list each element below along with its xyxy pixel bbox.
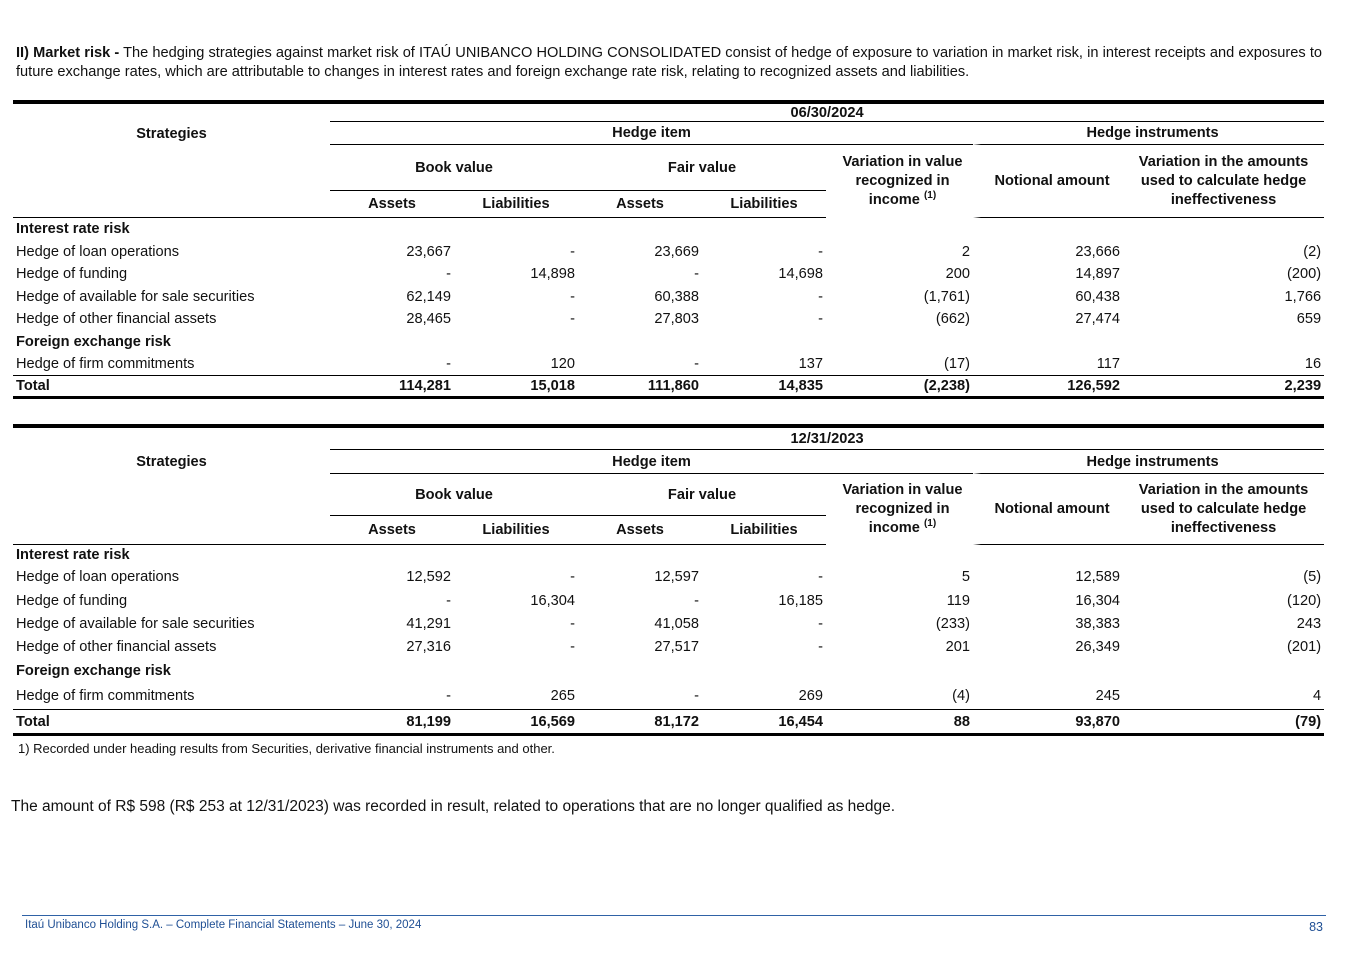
cell-book-liabilities: - [570, 569, 575, 585]
total-label: Total [13, 375, 330, 399]
total-fair-liabilities: 16,454 [702, 709, 826, 736]
total-notional: 126,592 [973, 375, 1123, 399]
row-label: Hedge of firm commitments [16, 688, 195, 704]
cell-ineffectiveness: (201) [1287, 639, 1322, 655]
cell-notional: 117 [1096, 356, 1120, 372]
row-label: Hedge of loan operations [16, 243, 180, 260]
intro-heading: II) Market risk - [16, 45, 120, 61]
cell-variation: (17) [944, 356, 970, 372]
table-row [13, 353, 1324, 375]
cell-fair-assets: 23,669 [654, 243, 699, 260]
total-variation: 88 [826, 709, 973, 736]
cell-book-liabilities: - [570, 288, 575, 305]
cell-fair-liabilities: - [818, 569, 823, 585]
cell-book-liabilities: 16,304 [530, 592, 575, 609]
cell-ineffectiveness: 4 [1312, 688, 1322, 704]
cell-book-assets: - [446, 356, 451, 372]
row-label: Hedge of loan operations [16, 569, 180, 585]
cell-notional: 245 [1095, 688, 1120, 704]
cell-notional: 23,666 [1075, 243, 1120, 260]
cell-fair-assets: - [694, 266, 699, 282]
total-row [13, 375, 1324, 399]
variation-value-header [826, 474, 973, 545]
section-title: Foreign exchange risk [16, 663, 171, 679]
book-assets-header: Assets [330, 191, 454, 218]
cell-book-liabilities: 14,898 [530, 266, 575, 282]
book-liabilities-header: Liabilities [454, 516, 578, 545]
cell-fair-liabilities: - [818, 615, 823, 632]
table-row [13, 589, 1324, 612]
total-ineffectiveness: 2,239 [1123, 375, 1324, 399]
total-book-assets: 114,281 [330, 375, 454, 399]
variation-value-header [826, 145, 973, 218]
cell-fair-assets: - [694, 592, 699, 609]
intro-text: The hedging strategies against market risk of ITAÚ UNIBANCO HOLDING CONSOLIDATED consist of hedge of exposure to variation in market risk, in interest receipts and exposures to future exchange rates, which are attributable to changes in interest rates and foreign exchange rate risk, relating to recognized assets and liabilities. [16, 45, 1322, 80]
cell-fair-assets: 27,803 [654, 311, 699, 327]
cell-book-liabilities: - [570, 615, 575, 632]
cell-ineffectiveness: (2) [1303, 243, 1322, 260]
cell-notional: 12,589 [1075, 569, 1120, 585]
cell-notional: 60,438 [1075, 288, 1120, 305]
table-date-header: 12/31/2023 [330, 424, 1324, 450]
row-label: Hedge of firm commitments [16, 356, 195, 372]
cell-ineffectiveness: 16 [1304, 356, 1322, 372]
fair-value-header: Fair value [578, 145, 826, 191]
section-title: Foreign exchange risk [16, 333, 171, 350]
hedge-item-header: Hedge item [330, 122, 973, 145]
fair-liabilities-header: Liabilities [702, 191, 826, 218]
intro-paragraph [16, 44, 1322, 82]
cell-fair-liabilities: - [818, 639, 823, 655]
cell-book-liabilities: - [570, 243, 575, 260]
cell-book-assets: - [446, 688, 451, 704]
cell-variation: (662) [935, 311, 970, 327]
cell-notional: 16,304 [1075, 592, 1120, 609]
total-book-assets: 81,199 [330, 709, 454, 736]
row-label: Hedge of other financial assets [16, 311, 217, 327]
footer-document-title: Itaú Unibanco Holding S.A. – Complete Financial Statements – June 30, 2024 [25, 919, 422, 931]
cell-ineffectiveness: 1,766 [1284, 288, 1322, 305]
hedge-item-header: Hedge item [330, 450, 973, 474]
cell-fair-liabilities: 269 [798, 688, 823, 704]
book-liabilities-header: Liabilities [454, 191, 578, 218]
section-title: Interest rate risk [16, 221, 130, 237]
cell-variation: 2 [961, 243, 970, 260]
row-label: Hedge of available for sale securities [16, 288, 255, 305]
cell-book-liabilities: 120 [550, 356, 575, 372]
cell-variation: 119 [946, 592, 970, 609]
cell-fair-assets: - [694, 688, 699, 704]
table-row [13, 565, 1324, 589]
cell-fair-assets: 27,517 [654, 639, 699, 655]
variation-amounts-header: Variation in the amounts used to calculate hedge ineffectiveness [1123, 474, 1324, 545]
total-fair-liabilities: 14,835 [702, 375, 826, 399]
table-row [13, 612, 1324, 635]
notional-header: Notional amount [973, 145, 1123, 218]
table-row [13, 263, 1324, 285]
total-fair-assets: 81,172 [578, 709, 702, 736]
cell-fair-liabilities: 137 [798, 356, 823, 372]
row-label: Hedge of funding [16, 592, 128, 609]
cell-variation: 200 [945, 266, 970, 282]
hedge-table-2024 [13, 100, 1324, 399]
row-label: Hedge of funding [16, 266, 128, 282]
table-row [13, 635, 1324, 659]
total-book-liabilities: 15,018 [454, 375, 578, 399]
book-assets-header: Assets [330, 516, 454, 545]
footnote-ref: (1) [923, 189, 937, 201]
cell-variation: (4) [952, 688, 970, 704]
book-value-header: Book value [330, 145, 578, 191]
cell-ineffectiveness: (5) [1303, 569, 1322, 585]
cell-book-assets: 23,667 [406, 243, 451, 260]
book-value-header: Book value [330, 474, 578, 516]
strategies-header: Strategies [13, 122, 330, 218]
footer-divider [22, 915, 1326, 916]
table-row [13, 285, 1324, 308]
hedge-instruments-header: Hedge instruments [973, 122, 1324, 145]
cell-variation: 5 [961, 569, 970, 585]
cell-book-liabilities: - [570, 311, 575, 327]
cell-book-assets: 41,291 [406, 615, 451, 632]
table-row [13, 240, 1324, 263]
cell-book-assets: - [446, 266, 451, 282]
hedge-instruments-header: Hedge instruments [973, 450, 1324, 474]
total-label: Total [13, 709, 330, 736]
fair-assets-header: Assets [578, 516, 702, 545]
cell-book-liabilities: 265 [550, 688, 575, 704]
strategies-header: Strategies [13, 450, 330, 545]
table-footnote: 1) Recorded under heading results from Securities, derivative financial instruments and other. [18, 741, 555, 756]
cell-ineffectiveness: 659 [1296, 311, 1322, 327]
total-notional: 93,870 [973, 709, 1123, 736]
cell-ineffectiveness: (200) [1287, 266, 1322, 282]
total-book-liabilities: 16,569 [454, 709, 578, 736]
cell-fair-assets: 60,388 [654, 288, 699, 305]
cell-notional: 26,349 [1075, 639, 1120, 655]
cell-ineffectiveness: 243 [1296, 615, 1322, 632]
footnote-ref: (1) [923, 517, 937, 529]
fair-assets-header: Assets [578, 191, 702, 218]
cell-fair-assets: 12,597 [654, 569, 699, 585]
row-label: Hedge of other financial assets [16, 639, 217, 655]
cell-book-assets: 12,592 [406, 569, 451, 585]
cell-fair-assets: 41,058 [654, 615, 699, 632]
cell-variation: (1,761) [923, 288, 970, 305]
total-ineffectiveness: (79) [1123, 709, 1324, 736]
cell-variation: 201 [945, 639, 970, 655]
total-variation: (2,238) [826, 375, 973, 399]
notional-header: Notional amount [973, 474, 1123, 545]
cell-notional: 14,897 [1075, 266, 1120, 282]
row-label: Hedge of available for sale securities [16, 615, 255, 632]
table-row [13, 683, 1324, 709]
hedge-table-2023 [13, 424, 1324, 736]
cell-book-assets: - [446, 592, 451, 609]
variation-value-label: Variation in value recognized in income [842, 481, 963, 536]
cell-fair-liabilities: 14,698 [778, 266, 823, 282]
cell-book-assets: 62,149 [406, 288, 451, 305]
section-title: Interest rate risk [16, 547, 130, 563]
cell-book-assets: 27,316 [406, 639, 451, 655]
cell-fair-liabilities: - [818, 311, 823, 327]
cell-notional: 38,383 [1075, 615, 1120, 632]
total-row [13, 709, 1324, 736]
hedge-note-paragraph: The amount of R$ 598 (R$ 253 at 12/31/2023) was recorded in result, related to operations that are no longer qualified as hedge. [11, 798, 896, 815]
page-number: 83 [1309, 920, 1323, 934]
fair-liabilities-header: Liabilities [702, 516, 826, 545]
cell-variation: (233) [935, 615, 970, 632]
cell-fair-liabilities: 16,185 [778, 592, 823, 609]
variation-value-label: Variation in value recognized in income [842, 153, 963, 208]
total-fair-assets: 111,860 [578, 375, 702, 399]
fair-value-header: Fair value [578, 474, 826, 516]
cell-book-assets: 28,465 [406, 311, 451, 327]
table-date-header: 06/30/2024 [330, 100, 1324, 122]
variation-amounts-header: Variation in the amounts used to calculate hedge ineffectiveness [1123, 145, 1324, 218]
cell-ineffectiveness: (120) [1287, 592, 1322, 609]
table-row [13, 308, 1324, 330]
cell-fair-assets: - [694, 356, 699, 372]
cell-notional: 27,474 [1075, 311, 1120, 327]
cell-book-liabilities: - [570, 639, 575, 655]
cell-fair-liabilities: - [818, 288, 823, 305]
cell-fair-liabilities: - [818, 243, 823, 260]
